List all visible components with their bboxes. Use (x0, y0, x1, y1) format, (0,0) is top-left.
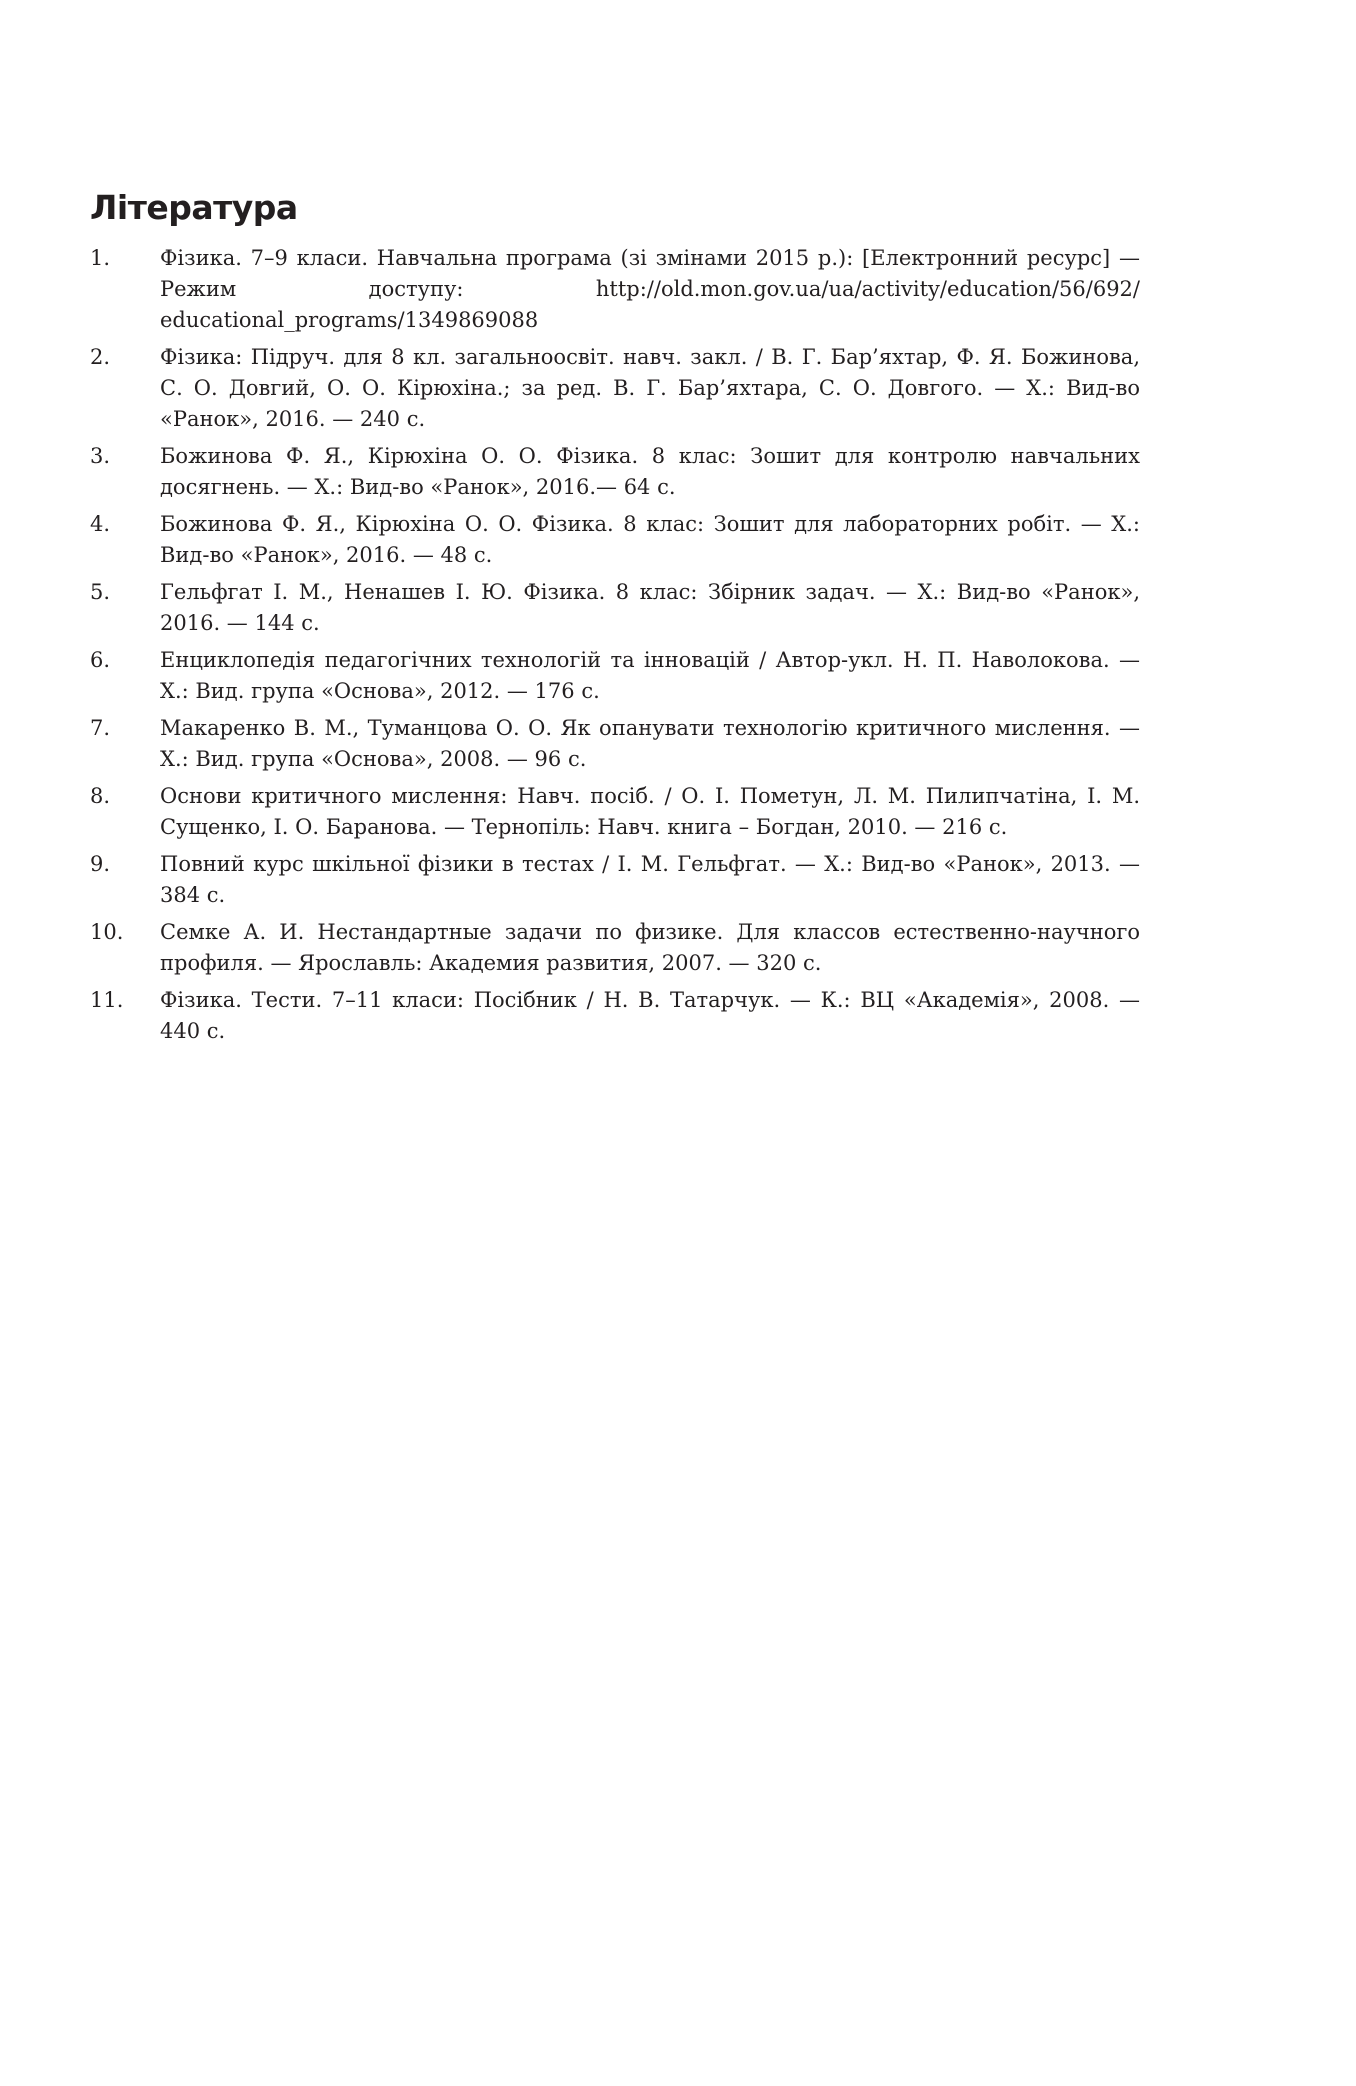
reference-number: 3. (90, 444, 111, 468)
list-item (90, 781, 1140, 843)
reference-text: Енциклопедія педагогічних технологій та інновацій / Автор-укл. Н. П. Наволокова. — Х.: Вид. група «Основа», 2012. — 176 с. (160, 648, 1140, 703)
reference-text: Фізика: Підруч. для 8 кл. загальноосвіт. навч. закл. / В. Г. Бар’яхтар, Ф. Я. Божинова, С. О. Довгий, О. О. Кірюхіна.; за ред. В. Г. Бар’яхтара, С. О. Довгого. — Х.: Вид-во «Ранок», 2016. — 240 с. (160, 345, 1140, 431)
reference-number: 4. (90, 512, 111, 536)
reference-text: Божинова Ф. Я., Кірюхіна О. О. Фізика. 8 клас: Зошит для контролю навчальних досягнень. — Х.: Вид-во «Ранок», 2016.— 64 с. (160, 444, 1140, 499)
reference-number: 1. (90, 246, 111, 270)
list-item (90, 509, 1140, 571)
reference-text: Основи критичного мислення: Навч. посіб. / О. І. Пометун, Л. М. Пилипчатіна, І. М. Сущенко, І. О. Баранова. — Тернопіль: Навч. книга – Богдан, 2010. — 216 с. (160, 784, 1140, 839)
reference-number: 10. (90, 920, 124, 944)
reference-text: Гельфгат І. М., Ненашев І. Ю. Фізика. 8 клас: Збірник задач. — Х.: Вид-во «Ранок», 2016. — 144 с. (160, 580, 1140, 635)
list-item (90, 849, 1140, 911)
list-item (90, 985, 1140, 1047)
reference-text: Божинова Ф. Я., Кірюхіна О. О. Фізика. 8 клас: Зошит для лабораторних робіт. — Х.: Вид-во «Ранок», 2016. — 48 с. (160, 512, 1140, 567)
literature-page (90, 188, 1140, 1053)
reference-number: 11. (90, 988, 124, 1012)
reference-text: Макаренко В. М., Туманцова О. О. Як опанувати технологію критичного мислення. — Х.: Вид. група «Основа», 2008. — 96 с. (160, 716, 1140, 771)
reference-list (90, 243, 1140, 1047)
list-item (90, 577, 1140, 639)
page-title: Література (90, 188, 298, 227)
list-item (90, 243, 1140, 336)
reference-number: 5. (90, 580, 111, 604)
list-item (90, 342, 1140, 435)
list-item (90, 713, 1140, 775)
reference-text: Фізика. Тести. 7–11 класи: Посібник / Н. В. Татарчук. — К.: ВЦ «Академія», 2008. — 440 с. (160, 988, 1140, 1043)
reference-number: 7. (90, 716, 111, 740)
reference-number: 9. (90, 852, 111, 876)
reference-text: Семке А. И. Нестандартные задачи по физике. Для классов естественно-научного профиля. — Ярославль: Академия развития, 2007. — 320 с. (160, 920, 1140, 975)
list-item (90, 645, 1140, 707)
reference-number: 8. (90, 784, 111, 808)
reference-text: Фізика. 7–9 класи. Навчальна програма (зі змінами 2015 р.): [Електронний ресурс] — Режим доступу: http://old.mon.gov.ua/ua/activity/education/56/692/ educational_programs/1349869088 (160, 246, 1140, 332)
reference-text: Повний курс шкільної фізики в тестах / І. М. Гельфгат. — Х.: Вид-во «Ранок», 2013. — 384 с. (160, 852, 1140, 907)
reference-number: 2. (90, 345, 111, 369)
list-item (90, 917, 1140, 979)
list-item (90, 441, 1140, 503)
reference-number: 6. (90, 648, 111, 672)
